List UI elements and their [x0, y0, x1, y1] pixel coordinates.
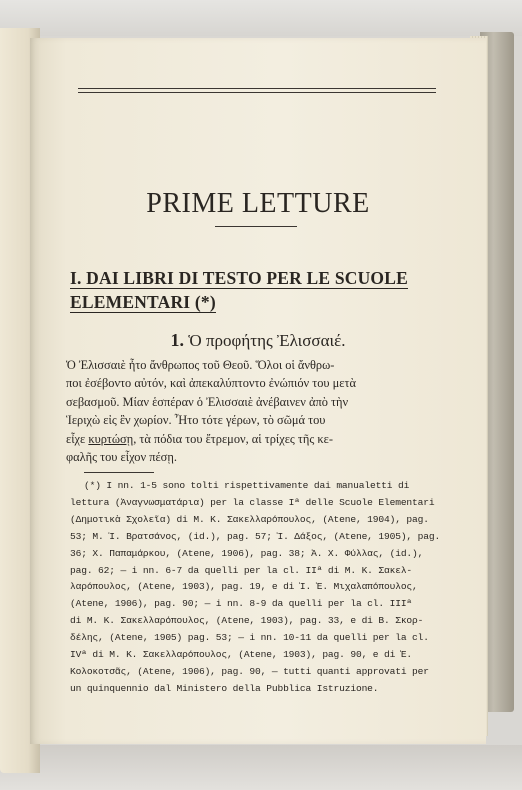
- text-line: Ὁ Ἐλισσαιὲ ἦτο ἄνθρωπος τοῦ Θεοῦ. Ὅλοι οἱ ἄνθρω-: [66, 358, 335, 372]
- header-rule: [78, 88, 436, 89]
- greek-paragraph: [66, 356, 452, 466]
- backdrop-top: [0, 0, 522, 36]
- text-line: Ἱεριχὼ εἰς ἓν χωρίον. Ἦτο τότε γέρων, τὸ σῶμά του: [66, 413, 326, 428]
- footnote-line: lettura (Ἀναγνωσματάρια) per la classe Iª delle Scuole Elementari: [70, 496, 435, 508]
- underlined-word: κυρτώσῃ: [88, 431, 134, 446]
- footnote: [70, 478, 452, 698]
- text-line: [66, 430, 452, 448]
- book-page: [30, 38, 486, 744]
- title-rule: [215, 226, 297, 227]
- text-line: φαλῆς του εἶχον πέσῃ.: [66, 450, 177, 465]
- footnote-line: Κολοκοτσᾶς, (Atene, 1906), pag. 90, — tutti quanti approvati per: [70, 665, 429, 677]
- page-title: PRIME LETTURE: [146, 188, 370, 219]
- footnote-line: (Atene, 1906), pag. 90; — i nn. 8-9 da quelli per la cl. IIIª: [70, 598, 413, 610]
- footnote-line: λαρόπουλος, (Atene, 1903), pag. 19, e di Ἰ. Ἐ. Μιχαλαπόπουλος,: [70, 581, 418, 593]
- footnote-line: un quinquennio dal Ministero della Pubblica Istruzione.: [70, 682, 379, 694]
- footnote-line: (Δημοτικὰ Σχολεῖα) di M. K. Σακελλαρόπουλος, (Atene, 1904), pag.: [70, 513, 429, 525]
- footnote-line: (*) I nn. 1-5 sono tolti rispettivamente dai manualetti di: [84, 480, 410, 491]
- footnote-line: 53; M. Ἰ. Βρατσάνος, (id.), pag. 57; Ἰ. Δάξος, (Atene, 1905), pag.: [70, 530, 441, 542]
- section-heading-line-1: I. DAI LIBRI DI TESTO PER LE SCUOLE: [70, 268, 408, 288]
- text-segment: , τὰ πόδια του ἔτρεμον, αἱ τρίχες τῆς κε-: [133, 431, 333, 446]
- text-line: σεβασμοῦ. Μίαν ἑσπέραν ὁ Ἐλισσαιὲ ἀνέβαινεν ἀπὸ τὴν: [66, 394, 349, 409]
- text-segment: εἶχε: [66, 431, 86, 446]
- chapter-title: Ὁ προφήτης Ἐλισσαιέ.: [188, 331, 346, 350]
- footnote-rule: [84, 472, 154, 473]
- backdrop-bottom: [0, 745, 522, 790]
- footnote-line: δέλης, (Atene, 1905) pag. 53; — i nn. 10-11 da quelli per la cl.: [70, 632, 429, 644]
- section-heading-line-2: ELEMENTARI (*): [70, 292, 216, 312]
- section-heading: [70, 266, 450, 314]
- chapter-number: 1.: [170, 330, 185, 350]
- text-line: ποι ἐσέβοντο αὐτόν, καὶ ἀπεκαλύπτοντο ἐνώπιόν του μετὰ: [66, 376, 356, 391]
- footnote-line: di M. K. Σακελλαρόπουλος, (Atene, 1903), pag. 33, e di B. Σκορ-: [70, 615, 424, 627]
- chapter-heading: [30, 330, 486, 351]
- footnote-line: pag. 62; — i nn. 6-7 da quelli per la cl. IIª di M. K. Σακελ-: [70, 564, 413, 576]
- header-rule-thin: [78, 92, 436, 93]
- footnote-line: IVª di M. K. Σακελλαρόπουλος, (Atene, 1903), pag. 90, e di Ἐ.: [70, 649, 413, 661]
- footnote-line: 36; X. Παπαμάρκου, (Atene, 1906), pag. 38; Ἀ. X. Φύλλας, (id.),: [70, 547, 424, 559]
